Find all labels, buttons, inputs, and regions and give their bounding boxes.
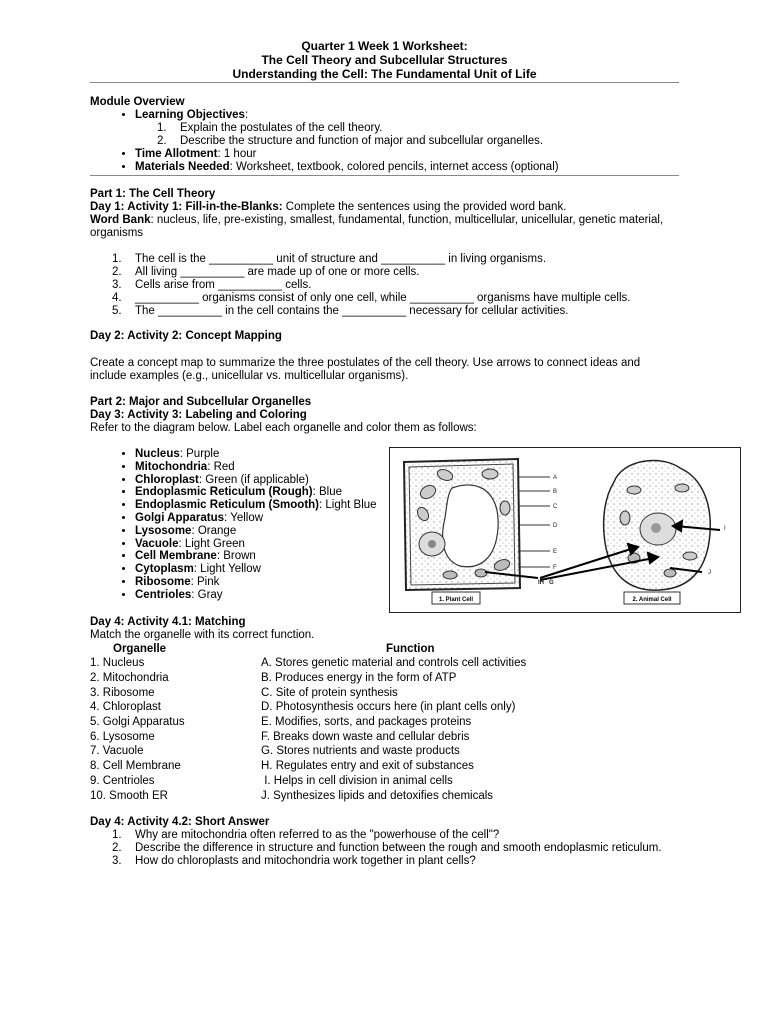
learning-objectives-label: Learning Objectives	[135, 109, 245, 121]
plant-label-lines	[518, 477, 550, 567]
organelle-color: : Light Green	[178, 537, 245, 550]
organelle-name: Golgi Apparatus	[135, 511, 225, 524]
matching-organelle: 8. Cell Membrane	[90, 760, 181, 773]
matching-function: H. Regulates entry and exit of substances	[261, 760, 474, 773]
time-allotment-label: Time Allotment	[135, 148, 218, 160]
matching-organelle: 6. Lysosome	[90, 730, 155, 743]
fill-blank-item	[90, 266, 679, 279]
fill-blank-item	[90, 292, 679, 305]
color-key-item	[135, 486, 425, 499]
objective-text: Describe the structure and function of major and subcellular organelles.	[180, 135, 544, 147]
item-number: 3.	[112, 279, 122, 291]
organelle-color: : Purple	[179, 448, 220, 460]
matching-organelle: 5. Golgi Apparatus	[90, 716, 185, 729]
item-number: 5.	[112, 305, 122, 317]
question-text: Describe the difference in structure and function between the rough and smooth endoplasmic reticulum.	[135, 842, 662, 855]
day4-2-heading: Day 4: Activity 4.2: Short Answer	[90, 816, 270, 829]
matching-function: F. Breaks down waste and cellular debris	[261, 730, 470, 743]
cell-diagram	[389, 447, 741, 613]
title-line-1: Quarter 1 Week 1 Worksheet:	[301, 39, 468, 53]
matching-organelle: 9. Centrioles	[90, 774, 155, 787]
item-number: 4.	[112, 292, 122, 304]
organelle-name: Cytoplasm	[135, 563, 194, 576]
question-text: How do chloroplasts and mitochondria work together in plant cells?	[135, 855, 476, 868]
matching-table	[90, 642, 679, 804]
item-text: The __________ in the cell contains the __________ necessary for cellular activities.	[135, 305, 569, 317]
organelle-name: Cell Membrane	[135, 550, 217, 563]
fill-blank-item	[90, 279, 679, 292]
matching-organelle: 10. Smooth ER	[90, 789, 168, 802]
short-answer-item	[90, 855, 679, 868]
item-number: 2.	[112, 266, 122, 278]
fill-blanks-list	[90, 253, 679, 318]
materials-label: Materials Needed	[135, 161, 230, 173]
day1-instructions	[90, 201, 679, 214]
matching-function: D. Photosynthesis occurs here (in plant cells only)	[261, 701, 516, 714]
matching-organelle: 2. Mitochondria	[90, 671, 169, 684]
learning-objectives-item	[135, 109, 679, 122]
objective-number: 2.	[157, 135, 167, 147]
matching-organelle: 1. Nucleus	[90, 657, 145, 670]
color-key-item	[135, 538, 425, 551]
word-bank-label: Word Bank	[90, 214, 151, 226]
diagram-label-b: B	[553, 489, 558, 495]
diagram-label-f: F	[553, 565, 557, 571]
part2-heading: Part 2: Major and Subcellular Organelles	[90, 396, 312, 408]
day4-1-heading: Day 4: Activity 4.1: Matching	[90, 615, 246, 628]
matching-function: E. Modifies, sorts, and packages proteins	[261, 716, 472, 729]
question-text: Why are mitochondria often referred to as the "powerhouse of the cell"?	[135, 829, 500, 842]
organelle-name: Nucleus	[135, 448, 180, 460]
color-key-item	[135, 589, 425, 602]
organelle-color: : Red	[207, 460, 235, 473]
objective-item	[90, 122, 679, 135]
matching-function: B. Produces energy in the form of ATP	[261, 671, 457, 684]
item-text: Cells arise from __________ cells.	[135, 279, 312, 291]
matching-function: G. Stores nutrients and waste products	[261, 745, 460, 758]
color-key-item	[135, 448, 425, 461]
diagram-label-i: I	[724, 526, 726, 532]
organelle-name: Chloroplast	[135, 473, 199, 486]
short-answer-item	[90, 842, 679, 855]
diagram-label-g: G	[549, 580, 554, 586]
day1-label: Day 1: Activity 1: Fill-in-the-Blanks:	[90, 201, 283, 213]
function-column-header: Function	[386, 642, 435, 655]
objective-item	[90, 135, 679, 148]
part1-heading: Part 1: The Cell Theory	[90, 188, 216, 200]
cell-diagram-svg	[390, 448, 740, 612]
objectives-list	[90, 122, 679, 148]
diagram-captions	[432, 592, 680, 604]
organelle-name: Lysosome	[135, 524, 192, 537]
matching-organelle: 7. Vacuole	[90, 745, 144, 758]
matching-function: A. Stores genetic material and controls cell activities	[261, 657, 527, 670]
item-text: The cell is the __________ unit of structure and __________ in living organisms.	[135, 253, 547, 265]
time-allotment-item	[135, 148, 679, 161]
matching-function: I. Helps in cell division in animal cells	[261, 774, 453, 787]
organelle-color: : Light Blue	[319, 499, 377, 512]
organelle-name: Vacuole	[135, 537, 179, 550]
color-key-item	[135, 550, 425, 563]
question-number: 3.	[112, 855, 122, 868]
color-key-item	[135, 563, 425, 576]
day2-heading: Day 2: Activity 2: Concept Mapping	[90, 330, 282, 342]
organelle-color: : Gray	[191, 588, 223, 601]
organelle-color: : Yellow	[224, 511, 264, 524]
learning-objectives-colon: :	[244, 109, 249, 121]
short-answer-item	[90, 829, 679, 842]
organelle-column-header: Organelle	[113, 642, 167, 655]
color-key-item	[135, 512, 425, 525]
diagram-label-c: C	[553, 504, 558, 510]
organelle-name: Endoplasmic Reticulum (Smooth)	[135, 499, 320, 512]
organelle-color: : Light Yellow	[193, 563, 261, 576]
question-number: 1.	[112, 829, 122, 842]
organelle-color: : Green (if applicable)	[198, 473, 309, 486]
day4-1-text: Match the organelle with its correct function.	[90, 628, 315, 641]
diagram-label-e: E	[553, 549, 558, 555]
overview-details-list	[90, 148, 679, 174]
diagram-label-d: D	[553, 523, 558, 529]
organelle-color: : Orange	[191, 524, 237, 537]
diagram-label-a: A	[553, 475, 558, 481]
plant-cell	[404, 459, 520, 590]
short-answer-list	[90, 829, 679, 868]
diagram-label-j: J	[708, 570, 711, 576]
day3-text: Refer to the diagram below. Label each organelle and color them as follows:	[90, 422, 477, 434]
organelle-name: Ribosome	[135, 575, 191, 588]
plant-cell-caption: 1. Plant Cell	[438, 597, 474, 603]
fill-blank-item	[90, 305, 679, 318]
question-number: 2.	[112, 842, 122, 855]
organelle-name: Centrioles	[135, 588, 192, 601]
organelle-name: Mitochondria	[135, 460, 208, 473]
color-key-item	[135, 474, 425, 487]
materials-item	[135, 161, 679, 174]
organelle-color: : Brown	[216, 550, 256, 563]
word-bank-text: : nucleus, life, pre-existing, smallest, fundamental, function, multicellular, unicellular, genetic material, organisms	[90, 214, 664, 239]
matching-function: J. Synthesizes lipids and detoxifies chemicals	[261, 789, 494, 802]
title-line-3: Understanding the Cell: The Fundamental Unit of Life	[232, 67, 537, 81]
title-line-2: The Cell Theory and Subcellular Structures	[261, 53, 508, 67]
diagram-label-ih: IH	[538, 580, 544, 586]
item-text: __________ organisms consist of only one cell, while __________ organisms have multiple cells.	[135, 292, 631, 304]
matching-function: C. Site of protein synthesis	[261, 686, 398, 699]
color-key-item	[135, 461, 425, 474]
overview-list	[90, 109, 679, 122]
objective-text: Explain the postulates of the cell theory.	[180, 122, 383, 134]
day2-text: Create a concept map to summarize the three postulates of the cell theory. Use arrows to connect ideas and include examples (e.g., unicellular vs. multicellular organisms).	[90, 357, 641, 382]
objective-number: 1.	[157, 122, 167, 134]
color-key-item	[135, 576, 425, 589]
organelle-color: : Pink	[190, 575, 220, 588]
word-bank	[90, 214, 679, 240]
fill-blank-item	[90, 253, 679, 266]
day3-heading: Day 3: Activity 3: Labeling and Coloring	[90, 409, 307, 421]
module-overview-heading: Module Overview	[90, 96, 185, 108]
organelle-color: : Blue	[312, 486, 343, 499]
day1-text: Complete the sentences using the provided word bank.	[282, 201, 567, 213]
animal-cell-caption: 2. Animal Cell	[632, 597, 672, 603]
organelle-name: Endoplasmic Reticulum (Rough)	[135, 486, 313, 499]
time-allotment-value: : 1 hour	[217, 148, 257, 160]
plant-vacuole	[443, 485, 499, 567]
matching-organelle: 3. Ribosome	[90, 686, 155, 699]
item-number: 1.	[112, 253, 122, 265]
color-key-list	[90, 448, 425, 602]
color-key-item	[135, 499, 425, 512]
item-text: All living __________ are made up of one or more cells.	[135, 266, 420, 278]
matching-organelle: 4. Chloroplast	[90, 701, 161, 714]
materials-value: : Worksheet, textbook, colored pencils, internet access (optional)	[229, 161, 559, 173]
color-key-item	[135, 525, 425, 538]
